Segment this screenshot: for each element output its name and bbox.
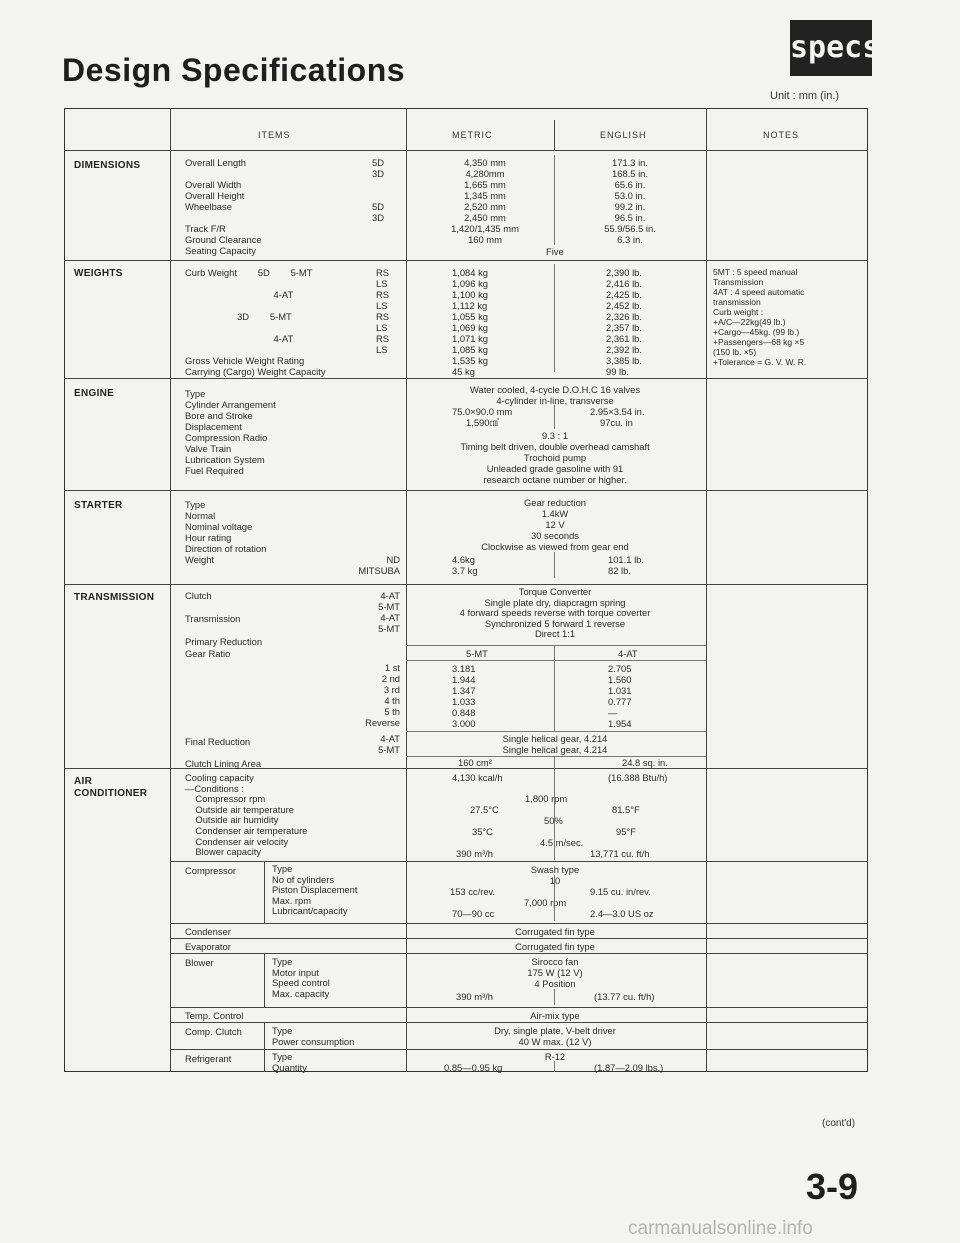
ratio-header-rule: [406, 660, 706, 661]
category-dimensions: DIMENSIONS: [74, 160, 141, 171]
weights-items: Curb Weight 5D 5-MT 4-AT 3D 5-MT 4-AT: [185, 267, 313, 344]
rule-transmission: [64, 584, 868, 585]
dimensions-seating: Five: [546, 246, 564, 257]
transmission-items-2: Final Reduction Clutch Lining Area: [185, 736, 262, 769]
rule-starter: [64, 490, 868, 491]
evaporator-label: Evaporator: [185, 941, 231, 952]
weights-notes: 5MT : 5 speed manual Transmission 4AT : 4 speed automatic transmission Curb weight : +A/C—22kg(49 lb.) +Cargo—45kg. (99 lb.) +Passengers—68 kg ×5 (150 lb. ×5) +Tolerance = G. V. W. R.: [713, 267, 807, 367]
engine-fuel-1: Unleaded grade gasoline with 91: [486, 463, 624, 474]
ratio-at-values: 2.705 1.560 1.031 0.777 — 1.954: [608, 663, 632, 729]
engine-bore-english: 2.95×3.54 in.: [590, 406, 645, 417]
compressor-label: Compressor: [185, 865, 237, 876]
rule-engine: [64, 378, 868, 379]
blower-items: Type Motor input Speed control Max. capacity: [272, 956, 330, 999]
aircon-temp-english: 81.5°F: [612, 804, 640, 815]
lining-english: 24.8 sq. in.: [622, 757, 668, 768]
compressor-divider: [554, 875, 555, 921]
engine-items: Type Cylinder Arrangement Bore and Stroke Displacement Compression Radio Valve Train Lubrication System Fuel Required: [185, 388, 276, 476]
refrigerant-metric: 0.85—0.95 kg: [444, 1062, 503, 1073]
engine-divider: [554, 405, 555, 429]
category-weights: WEIGHTS: [74, 268, 123, 279]
starter-items: Type Normal Nominal voltage Hour rating Direction of rotation Weight: [185, 499, 267, 565]
aircon-rpm: 1,800 rpm: [525, 793, 568, 804]
watermark: carmanualsonline.info: [628, 1218, 813, 1239]
unit-note: Unit : mm (in.): [770, 90, 840, 102]
category-engine: ENGINE: [74, 388, 115, 399]
engine-bore-metric: 75.0×90.0 mm: [452, 406, 513, 417]
clutch-type: Dry, single plate, V-belt driver: [494, 1025, 616, 1036]
aircon-blower-english: 13,771 cu. ft/h: [590, 848, 650, 859]
engine-fuel-2: research octane number or higher.: [483, 474, 627, 485]
evaporator-value: Corrugated fin type: [515, 941, 595, 952]
transmission-values: Torque Converter Single plate dry, diapcragm spring 4 forward speeds reverse with torque coverter Synchronized 5 forward 1 reverse Direct 1:1: [459, 586, 651, 639]
aircon-cool-metric: 4,130 kcal/h: [452, 772, 503, 783]
transmission-items: Clutch Transmission Primary Reduction Gear Ratio: [185, 590, 263, 659]
starter-divider: [554, 552, 555, 578]
aircon-blower-metric: 390 m³/h: [456, 848, 493, 859]
temp-label: Temp. Control: [185, 1010, 244, 1021]
ratio-top-rule: [406, 645, 706, 646]
engine-disp-english: 97cu. in: [600, 417, 633, 428]
category-transmission: TRANSMISSION: [74, 592, 155, 603]
clutch-label: Comp. Clutch: [185, 1026, 242, 1037]
starter-weight-english: 101.1 lb. 82 lb.: [608, 554, 644, 576]
final-reduction-values: Single helical gear, 4.214 Single helical gear, 4.214: [502, 733, 608, 755]
page-number: 3-9: [806, 1166, 859, 1207]
col-rule-items: [406, 108, 407, 1072]
aircon-cool-english: (16.388 Btu/h): [608, 772, 668, 783]
specs-badge: specs: [790, 20, 872, 76]
weights-english: 2,390 lb. 2,416 lb. 2,425 lb. 2,452 lb. 2,326 lb. 2,357 lb. 2,361 lb. 2,392 lb. 3,385 lb. 99 lb.: [606, 267, 642, 377]
col-rule-english: [554, 120, 555, 150]
clutch-sub-rule: [264, 1022, 265, 1072]
ratio-bottom-rule: [406, 731, 706, 732]
aircon-humidity: 50%: [544, 815, 563, 826]
dimensions-metric: 4,350 mm 4,280mm 1,665 mm 1,345 mm 2,520 mm 2,450 mm 1,420/1,435 mm 160 mm: [451, 157, 519, 245]
compressor-cylinders: 10: [549, 875, 561, 886]
blower-cap-english: (13.77 cu. ft/h): [594, 991, 655, 1002]
aircon-temp-metric: 27.5°C: [470, 804, 499, 815]
aircon-cond-english: 95°F: [616, 826, 636, 837]
refrigerant-type: R-12: [544, 1051, 566, 1062]
blower-input: 175 W (12 V): [527, 967, 583, 978]
engine-arrangement: 4-cylinder in-line, transverse: [496, 395, 614, 406]
header-notes: NOTES: [763, 130, 800, 140]
header-rule: [64, 150, 868, 151]
dimensions-sub: 5D 3D 5D 3D: [372, 157, 384, 223]
transmission-sub-2: 4-AT 5-MT: [378, 733, 400, 755]
ratio-header-at: 4-AT: [618, 648, 638, 659]
starter-values: Gear reduction 1.4kW 12 V 30 seconds Clockwise as viewed from gear end: [481, 497, 629, 552]
blower-type: Sirocco fan: [531, 956, 579, 967]
dimensions-items: Overall Length Overall Width Overall Height Wheelbase Track F/R Ground Clearance Seating Capacity: [185, 157, 262, 256]
refrigerant-divider: [554, 1061, 555, 1072]
weights-gross: Gross Vehicle Weight Rating Carrying (Cargo) Weight Capacity: [185, 355, 326, 377]
rule-blower: [170, 953, 868, 954]
rule-clutch: [170, 1022, 868, 1023]
rule-evaporator: [170, 938, 868, 939]
engine-lube: Trochoid pump: [523, 452, 587, 463]
transmission-sub: 4-AT 5-MT 4-AT 5-MT: [378, 590, 400, 634]
rule-refrigerant: [170, 1049, 868, 1050]
blower-sub-rule: [264, 953, 265, 1007]
blower-label: Blower: [185, 957, 214, 968]
compressor-lube-english: 2.4—3.0 US oz: [590, 908, 654, 919]
temp-value: Air-mix type: [530, 1010, 580, 1021]
compressor-items: Type No of cylinders Piston Displacement Max. rpm Lubricant/capacity: [272, 863, 358, 917]
refrigerant-english: (1.87—2.09 lbs.): [594, 1062, 664, 1073]
condenser-label: Condenser: [185, 926, 231, 937]
engine-compression: 9.3 : 1: [541, 430, 569, 441]
header-english: ENGLISH: [600, 130, 647, 140]
rule-weights: [64, 260, 868, 261]
lining-metric: 160 cm²: [458, 757, 492, 768]
header-metric: METRIC: [452, 130, 493, 140]
col-rule-category: [170, 108, 171, 1072]
weights-metric: 1,084 kg 1,096 kg 1,100 kg 1,112 kg 1,055 kg 1,069 kg 1,071 kg 1,085 kg 1,535 kg 45 kg: [452, 267, 488, 377]
compressor-type: Swash type: [530, 864, 580, 875]
rule-temp: [170, 1007, 868, 1008]
compressor-lube-metric: 70—90 cc: [452, 908, 495, 919]
transmission-gears: 1 st 2 nd 3 rd 4 th 5 th Reverse: [365, 662, 400, 728]
blower-speed: 4 Position: [534, 978, 576, 989]
aircon-cond-metric: 35°C: [472, 826, 493, 837]
weights-trim: RS LS RS LS RS LS RS LS: [376, 267, 390, 355]
rule-compressor: [170, 861, 868, 862]
dimensions-divider: [554, 155, 555, 245]
refrigerant-items: Type Quantity: [272, 1051, 307, 1073]
ratio-divider: [554, 645, 555, 731]
aircon-velocity: 4.5 m/sec.: [540, 837, 584, 848]
blower-divider: [554, 989, 555, 1005]
compressor-sub-rule: [264, 861, 265, 923]
refrigerant-label: Refrigerant: [185, 1053, 232, 1064]
compressor-rpm: 7,000 rpm: [524, 897, 567, 908]
engine-disp-metric: 1,590㎤: [466, 417, 499, 428]
compressor-disp-metric: 153 cc/rev.: [450, 886, 496, 897]
starter-sub: ND MITSUBA: [358, 554, 400, 576]
ratio-header-mt: 5-MT: [466, 648, 488, 659]
aircon-items: Cooling capacity —Conditions : Compressor rpm Outside air temperature Outside air humidity Condenser air temperature Condenser air velocity Blower capacity: [185, 772, 308, 858]
starter-weight-metric: 4.6kg 3.7 kg: [452, 554, 478, 576]
category-aircon: AIR CONDITIONER: [74, 776, 148, 799]
condenser-value: Corrugated fin type: [515, 926, 595, 937]
clutch-power: 40 W max. (12 V): [518, 1036, 592, 1047]
page-title: Design Specifications: [62, 52, 406, 88]
aircon-divider: [554, 768, 555, 860]
clutch-items: Type Power consumption: [272, 1025, 355, 1047]
category-starter: STARTER: [74, 500, 123, 511]
col-rule-notes: [706, 108, 707, 1072]
blower-cap-metric: 390 m³/h: [456, 991, 493, 1002]
header-items: ITEMS: [258, 130, 291, 140]
weights-divider: [554, 264, 555, 372]
engine-valve: Timing belt driven, double overhead camshaft: [460, 441, 650, 452]
compressor-disp-english: 9.15 cu. in/rev.: [590, 886, 651, 897]
dimensions-english: 171.3 in. 168.5 in. 65.6 in. 53.0 in. 99.2 in. 96.5 in. 55.9/56.5 in. 6.3 in.: [604, 157, 656, 245]
ratio-mt-values: 3.181 1.944 1.347 1.033 0.848 3.000: [452, 663, 476, 729]
continued-note: (cont'd): [822, 1118, 856, 1129]
lining-divider: [554, 756, 555, 768]
engine-type: Water cooled, 4-cycle D.O.H.C 16 valves: [469, 384, 641, 395]
rule-condenser: [170, 923, 868, 924]
